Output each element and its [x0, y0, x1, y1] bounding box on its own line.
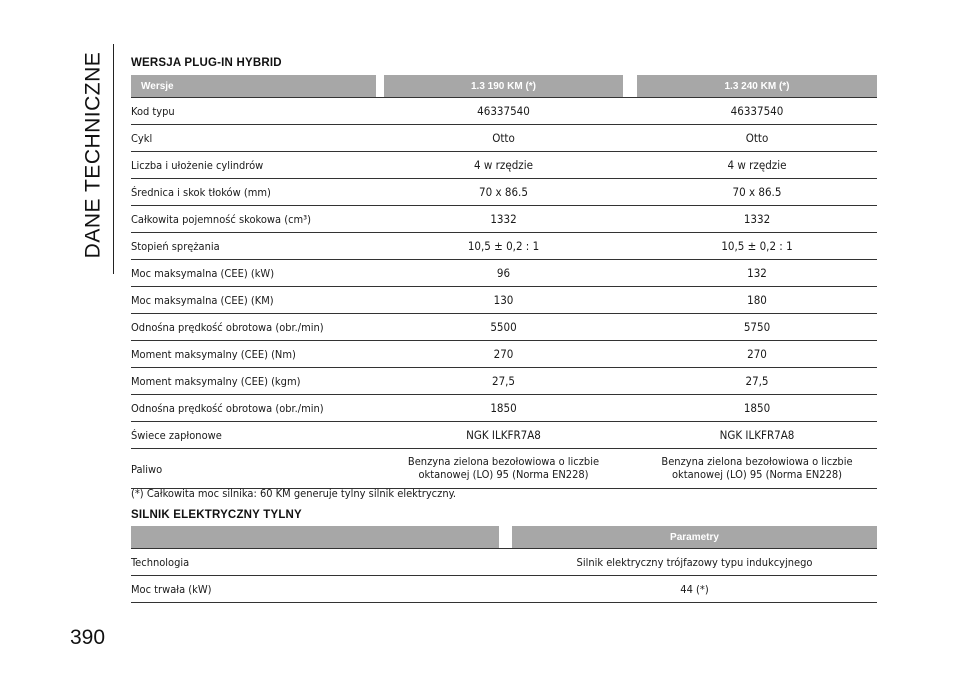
- value-version-240: 70 x 86.5: [732, 184, 782, 199]
- header-blank: [131, 526, 499, 548]
- row-label: Stopień sprężania: [131, 239, 220, 253]
- row-label: Moment maksymalny (CEE) (Nm): [131, 347, 296, 361]
- value-version-240: 4 w rzędzie: [727, 157, 787, 172]
- value-version-190: 270: [493, 346, 514, 361]
- row-label: Odnośna prędkość obrotowa (obr./min): [131, 401, 324, 415]
- value-version-190: Benzyna zielona bezołowiowa o liczbie oktanowej (LO) 95 (Norma EN228): [407, 455, 600, 481]
- row-label: Moc maksymalna (CEE) (kW): [131, 266, 275, 280]
- value-version-190: 1332: [490, 211, 517, 226]
- value-version-190: 5500: [490, 319, 517, 334]
- value-version-190: 10,5 ± 0,2 : 1: [467, 238, 540, 253]
- header-version-190: 1.3 190 KM (*): [384, 75, 623, 97]
- value-version-240: 46337540: [730, 103, 784, 118]
- engine-spec-table: [131, 75, 877, 489]
- table-row: [131, 368, 877, 395]
- table-row: [131, 549, 877, 576]
- table-row: [131, 125, 877, 152]
- table-row: [131, 287, 877, 314]
- value-version-190: 130: [493, 292, 514, 307]
- value-version-240: 27,5: [745, 373, 769, 388]
- value-version-190: Otto: [492, 130, 515, 145]
- motor-section-title: SILNIK ELEKTRYCZNY TYLNY: [131, 509, 302, 521]
- chapter-title-text: DANE TECHNICZNE: [81, 51, 105, 259]
- value-version-240: 5750: [743, 319, 771, 334]
- value-version-240: 10,5 ± 0,2 : 1: [721, 238, 793, 253]
- chapter-title: [78, 45, 108, 265]
- table-row: [131, 152, 877, 179]
- table-row: [131, 260, 877, 287]
- engine-table-body: [131, 98, 877, 489]
- engine-section-title: WERSJA PLUG-IN HYBRID: [131, 57, 282, 69]
- page-number: 390: [70, 626, 106, 649]
- value-version-190: 70 x 86.5: [479, 184, 528, 199]
- row-label: Cykl: [131, 131, 153, 145]
- value-version-190: 46337540: [477, 103, 530, 118]
- row-label: Liczba i ułożenie cylindrów: [131, 158, 264, 172]
- value-version-190: 1850: [490, 400, 517, 415]
- motor-spec-table: [131, 526, 877, 603]
- value-version-240: 132: [747, 265, 767, 280]
- value-version-190: NGK ILKFR7A8: [466, 427, 541, 442]
- motor-table-header: [131, 526, 877, 548]
- table-row: [131, 576, 877, 603]
- value-version-190: 27,5: [491, 373, 516, 388]
- row-label: Moment maksymalny (CEE) (kgm): [131, 374, 301, 388]
- row-label: Technologia: [131, 555, 190, 569]
- row-label: Całkowita pojemność skokowa (cm³): [131, 212, 312, 226]
- table-row: [131, 98, 877, 125]
- header-parameters: Parametry: [512, 526, 877, 548]
- header-version-240: 1.3 240 KM (*): [637, 75, 877, 97]
- table-row: [131, 449, 877, 489]
- value-version-240: 180: [747, 292, 767, 307]
- value-version-190: 4 w rzędzie: [474, 157, 533, 172]
- row-label: Paliwo: [131, 463, 163, 476]
- table-row: [131, 206, 877, 233]
- header-versions: Wersje: [131, 75, 376, 97]
- row-label: Odnośna prędkość obrotowa (obr./min): [131, 320, 324, 334]
- table-row: [131, 314, 877, 341]
- sidebar-divider: [113, 44, 114, 274]
- engine-table-header: [131, 75, 877, 97]
- row-label: Świece zapłonowe: [131, 428, 222, 442]
- row-value: Silnik elektryczny trójfazowy typu indukcyjnego: [576, 555, 813, 569]
- row-label: Moc trwała (kW): [131, 582, 212, 596]
- value-version-240: 1332: [743, 211, 771, 226]
- value-version-240: Otto: [745, 130, 769, 145]
- value-version-190: 96: [496, 265, 511, 280]
- row-value: 44 (*): [680, 582, 709, 596]
- row-label: Kod typu: [131, 104, 175, 118]
- row-label: Średnica i skok tłoków (mm): [131, 185, 271, 199]
- value-version-240: Benzyna zielona bezołowiowa o liczbie oktanowej (LO) 95 (Norma EN228): [661, 455, 853, 481]
- value-version-240: 270: [747, 346, 767, 361]
- table-row: [131, 422, 877, 449]
- engine-footnote: (*) Całkowita moc silnika: 60 KM generuje tylny silnik elektryczny.: [131, 487, 457, 500]
- table-row: [131, 341, 877, 368]
- row-label: Moc maksymalna (CEE) (KM): [131, 293, 274, 307]
- table-row: [131, 395, 877, 422]
- table-row: [131, 179, 877, 206]
- value-version-240: NGK ILKFR7A8: [719, 427, 795, 442]
- table-row: [131, 233, 877, 260]
- value-version-240: 1850: [743, 400, 771, 415]
